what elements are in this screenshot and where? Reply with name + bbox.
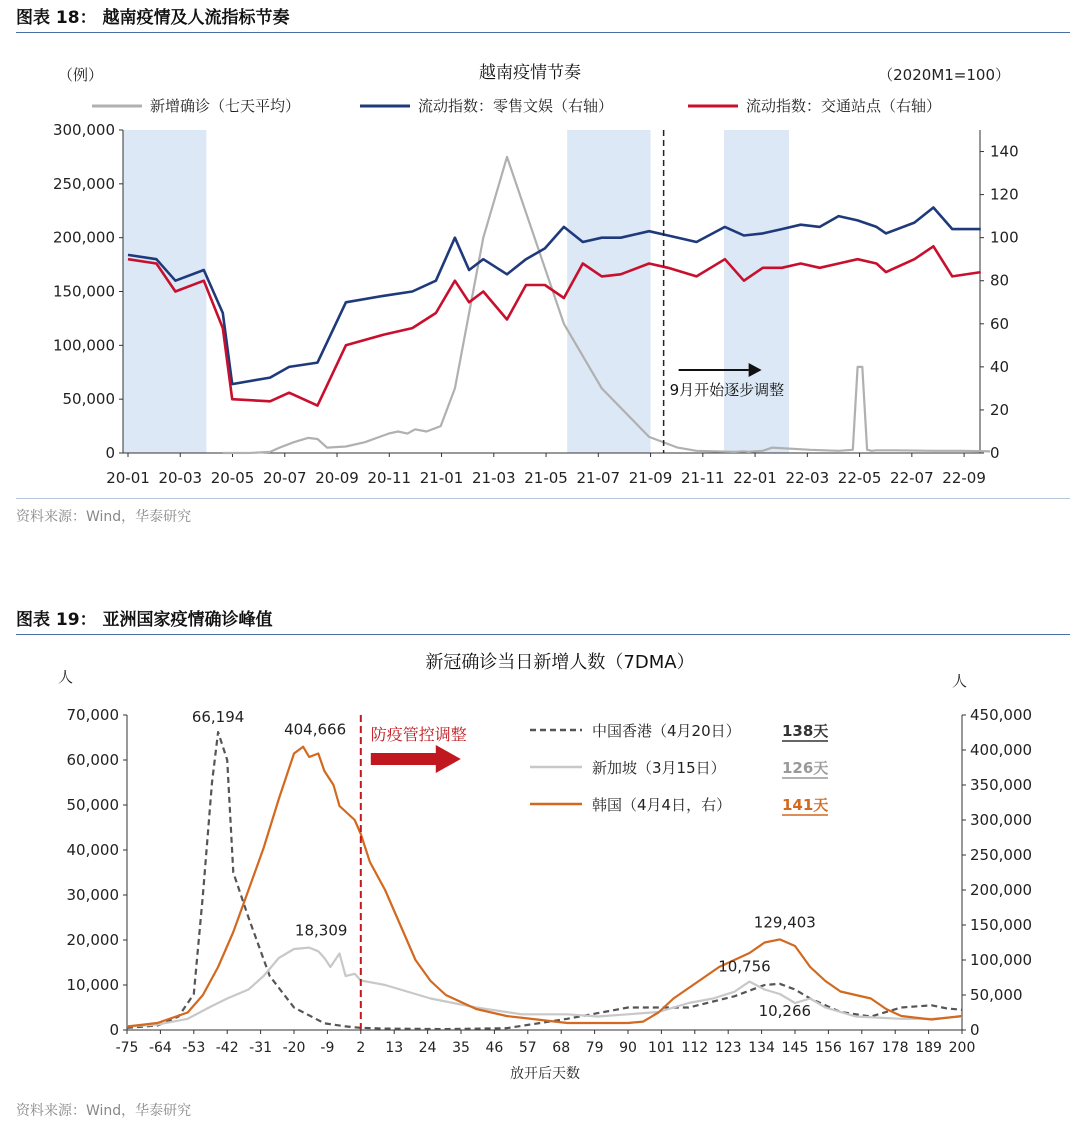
x-tick-label: -9 bbox=[320, 1040, 335, 1056]
asia-peaks-chart bbox=[0, 640, 1080, 1100]
y-right-tick-label: 0 bbox=[990, 444, 1000, 462]
legend-label-2: 韩国（4月4日，右） bbox=[592, 796, 732, 814]
legend-label-0: 新增确诊（七天平均） bbox=[150, 97, 301, 115]
x-tick-label: -64 bbox=[148, 1040, 172, 1056]
y-right-tick-label: 40 bbox=[990, 357, 1010, 376]
y-right-tick-label: 200,000 bbox=[970, 881, 1033, 899]
legend-days-0: 138天 bbox=[782, 722, 829, 740]
x-tick-label: 79 bbox=[585, 1040, 604, 1056]
x-tick-label: 21-07 bbox=[576, 469, 621, 487]
series-line-2 bbox=[128, 246, 981, 405]
x-tick-label: 134 bbox=[748, 1040, 775, 1056]
chart-title: 新冠确诊当日新增人数（7DMA） bbox=[425, 652, 695, 673]
data-label-0: 66,194 bbox=[191, 708, 245, 727]
left-unit: 人 bbox=[58, 668, 74, 686]
data-label-1: 404,666 bbox=[284, 720, 347, 739]
x-tick-label: 57 bbox=[518, 1040, 537, 1056]
series-line-1 bbox=[127, 948, 962, 1027]
y-left-tick-label: 100,000 bbox=[52, 336, 115, 355]
y-left-tick-label: 20,000 bbox=[66, 931, 119, 949]
legend-label-1: 新加坡（3月15日） bbox=[592, 759, 726, 777]
x-tick-label: 21-01 bbox=[419, 469, 464, 487]
data-label-3: 129,403 bbox=[753, 913, 816, 932]
y-left-tick-label: 60,000 bbox=[66, 751, 119, 769]
annotation-label: 9月开始逐步调整 bbox=[669, 381, 785, 399]
y-left-tick-label: 0 bbox=[105, 444, 115, 462]
x-tick-label: 21-09 bbox=[628, 469, 673, 487]
x-tick-label: 167 bbox=[848, 1040, 876, 1056]
y-right-tick-label: 450,000 bbox=[970, 706, 1033, 724]
figure-19-title: 图表 19： 亚洲国家疫情确诊峰值 bbox=[16, 610, 273, 630]
y-left-tick-label: 70,000 bbox=[66, 706, 119, 724]
x-tick-label: 46 bbox=[485, 1040, 504, 1056]
x-tick-label: 112 bbox=[681, 1040, 709, 1056]
shaded-period-0 bbox=[123, 130, 206, 453]
figure-19-source: 资料来源：Wind，华泰研究 bbox=[16, 1103, 192, 1119]
x-tick-label: -31 bbox=[249, 1040, 273, 1056]
y-right-tick-label: 50,000 bbox=[970, 986, 1023, 1004]
x-tick-label: 2 bbox=[356, 1040, 366, 1056]
figure-18-source: 资料来源：Wind，华泰研究 bbox=[16, 509, 192, 525]
data-label-2: 18,309 bbox=[294, 921, 348, 940]
y-right-tick-label: 350,000 bbox=[970, 776, 1033, 794]
y-right-tick-label: 80 bbox=[990, 271, 1010, 290]
y-left-tick-label: 50,000 bbox=[62, 390, 115, 409]
x-tick-label: 21-03 bbox=[471, 469, 516, 487]
vietnam-chart bbox=[0, 40, 1080, 540]
x-tick-label: 68 bbox=[552, 1040, 571, 1056]
legend-label-2: 流动指数：交通站点（右轴） bbox=[746, 97, 942, 115]
x-tick-label: 90 bbox=[619, 1040, 637, 1056]
left-unit: （例） bbox=[58, 66, 104, 84]
x-tick-label: -75 bbox=[115, 1040, 139, 1056]
x-tick-label: 101 bbox=[648, 1040, 675, 1056]
legend-label-1: 流动指数：零售文娱（右轴） bbox=[418, 97, 614, 115]
figure-18-header bbox=[16, 4, 1070, 33]
series-line-2 bbox=[127, 747, 962, 1027]
x-tick-label: 20-01 bbox=[106, 469, 150, 487]
x-tick-label: -42 bbox=[215, 1040, 239, 1056]
x-tick-label: 35 bbox=[452, 1040, 470, 1056]
y-left-tick-label: 200,000 bbox=[52, 228, 115, 247]
x-tick-label: 21-11 bbox=[681, 469, 725, 487]
x-tick-label: 22-01 bbox=[733, 469, 777, 487]
x-tick-label: 123 bbox=[714, 1040, 742, 1056]
legend-days-1: 126天 bbox=[782, 759, 829, 777]
y-right-tick-label: 0 bbox=[970, 1021, 980, 1039]
x-tick-label: 22-07 bbox=[890, 469, 934, 487]
x-tick-label: 20-09 bbox=[315, 469, 359, 487]
x-tick-label: 200 bbox=[948, 1040, 976, 1056]
x-tick-label: 20-05 bbox=[210, 469, 255, 487]
figure-19-header bbox=[16, 606, 1070, 635]
policy-arrow bbox=[371, 745, 461, 773]
y-left-tick-label: 0 bbox=[109, 1021, 119, 1039]
chart-title: 越南疫情节奏 bbox=[479, 63, 581, 83]
y-left-tick-label: 10,000 bbox=[66, 976, 119, 994]
y-right-tick-label: 100 bbox=[990, 228, 1019, 247]
x-tick-label: 156 bbox=[815, 1040, 842, 1056]
x-tick-label: 178 bbox=[881, 1040, 909, 1056]
x-tick-label: 189 bbox=[915, 1040, 942, 1056]
y-right-tick-label: 100,000 bbox=[970, 951, 1033, 969]
y-right-tick-label: 150,000 bbox=[970, 916, 1033, 934]
x-tick-label: 22-03 bbox=[785, 469, 830, 487]
x-tick-label: 24 bbox=[418, 1040, 437, 1056]
right-unit: （2020M1=100） bbox=[878, 66, 1010, 84]
x-tick-label: 22-05 bbox=[837, 469, 882, 487]
x-tick-label: 20-07 bbox=[262, 469, 307, 487]
x-axis-title: 放开后天数 bbox=[510, 1066, 580, 1082]
y-left-tick-label: 40,000 bbox=[66, 841, 119, 859]
y-right-tick-label: 400,000 bbox=[970, 741, 1033, 759]
y-left-tick-label: 150,000 bbox=[52, 282, 115, 301]
shaded-period-1 bbox=[567, 130, 650, 453]
x-tick-label: 20-03 bbox=[158, 469, 203, 487]
policy-label: 防疫管控调整 bbox=[370, 725, 467, 744]
y-right-tick-label: 60 bbox=[990, 314, 1010, 333]
shaded-period-2 bbox=[724, 130, 789, 453]
x-tick-label: 21-05 bbox=[524, 469, 568, 487]
y-left-tick-label: 250,000 bbox=[52, 174, 115, 193]
y-right-tick-label: 140 bbox=[990, 142, 1019, 161]
y-right-tick-label: 20 bbox=[990, 400, 1010, 419]
x-tick-label: 22-09 bbox=[942, 469, 986, 487]
y-left-tick-label: 300,000 bbox=[52, 121, 115, 139]
x-tick-label: -20 bbox=[282, 1040, 306, 1056]
legend-label-0: 中国香港（4月20日） bbox=[592, 722, 741, 740]
y-left-tick-label: 30,000 bbox=[66, 886, 119, 904]
figure-18-title: 图表 18： 越南疫情及人流指标节奏 bbox=[16, 8, 290, 28]
y-right-tick-label: 300,000 bbox=[970, 811, 1033, 829]
x-tick-label: 145 bbox=[781, 1040, 809, 1056]
y-right-tick-label: 250,000 bbox=[970, 846, 1033, 864]
data-label-5: 10,266 bbox=[758, 1001, 812, 1020]
x-tick-label: -53 bbox=[182, 1040, 206, 1056]
y-right-tick-label: 120 bbox=[990, 185, 1019, 204]
right-unit: 人 bbox=[952, 672, 968, 690]
legend-days-2: 141天 bbox=[782, 796, 829, 814]
figure-18-divider bbox=[16, 498, 1070, 499]
y-left-tick-label: 50,000 bbox=[66, 796, 119, 814]
x-tick-label: 13 bbox=[385, 1040, 404, 1056]
x-tick-label: 20-11 bbox=[367, 469, 412, 487]
data-label-4: 10,756 bbox=[718, 957, 771, 976]
